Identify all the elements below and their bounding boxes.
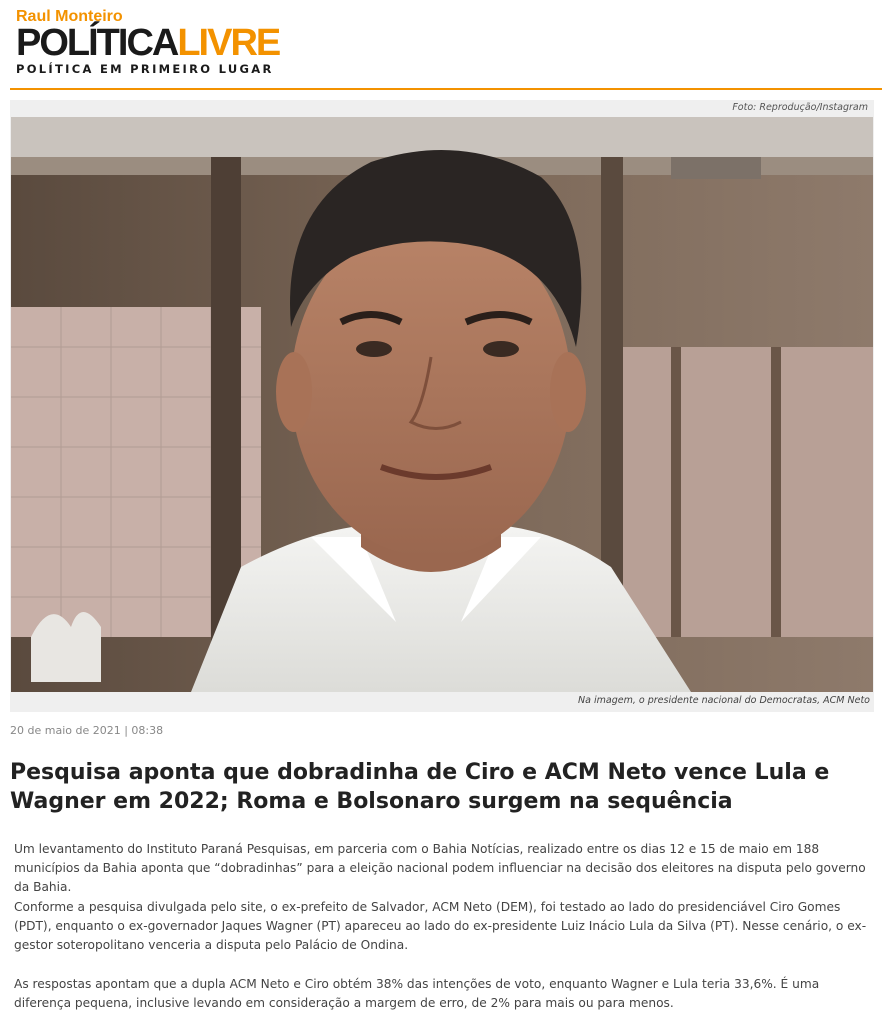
logo-wordmark-part1: POLÍTICA — [16, 22, 178, 64]
article-date: 20 de maio de 2021 | 08:38 — [10, 724, 164, 737]
photo-caption: Na imagem, o presidente nacional do Democratas, ACM Neto — [578, 695, 870, 706]
article-figure — [10, 100, 874, 712]
photo-credit: Foto: Reprodução/Instagram — [732, 102, 868, 113]
article-paragraph: Um levantamento do Instituto Paraná Pesquisas, em parceria com o Bahia Notícias, realizado entre os dias 12 e 15 de maio em 188 municípios da Bahia aponta que “dobradinhas” para a eleição nacional podem influenciar na decisão dos eleitores na disputa pelo governo da Bahia. — [14, 842, 866, 894]
logo-wordmark — [16, 22, 280, 64]
site-header — [0, 0, 891, 92]
site-logo[interactable] — [16, 8, 279, 76]
article-paragraph: Conforme a pesquisa divulgada pelo site, o ex-prefeito de Salvador, ACM Neto (DEM), foi testado ao lado do presidenciável Ciro Gomes (PDT), enquanto o ex-governador Jaques Wagner (PT) apareceu ao lado do ex-presidente Luiz Inácio Lula da Silva (PT). Nesse cenário, o ex-gestor soteropolitano venceria a disputa pelo Palácio de Ondina. — [14, 900, 867, 952]
portrait-illustration — [11, 117, 873, 692]
logo-wordmark-part2: LIVRE — [177, 22, 280, 64]
article-title: Pesquisa aponta que dobradinha de Ciro e ACM Neto vence Lula e Wagner em 2022; Roma e Bolsonaro surgem na sequência — [10, 760, 830, 814]
article-photo[interactable] — [11, 117, 873, 692]
header-divider — [10, 88, 882, 90]
logo-tagline: POLÍTICA EM PRIMEIRO LUGAR — [16, 62, 274, 76]
article-paragraph: As respostas apontam que a dupla ACM Neto e Ciro obtém 38% das intenções de voto, enquanto Wagner e Lula teria 33,6%. É uma diferença pequena, inclusive levando em consideração a margem de erro, de 2% para mais ou para menos. — [14, 977, 820, 1010]
logo-author: Raul Monteiro — [16, 8, 123, 25]
